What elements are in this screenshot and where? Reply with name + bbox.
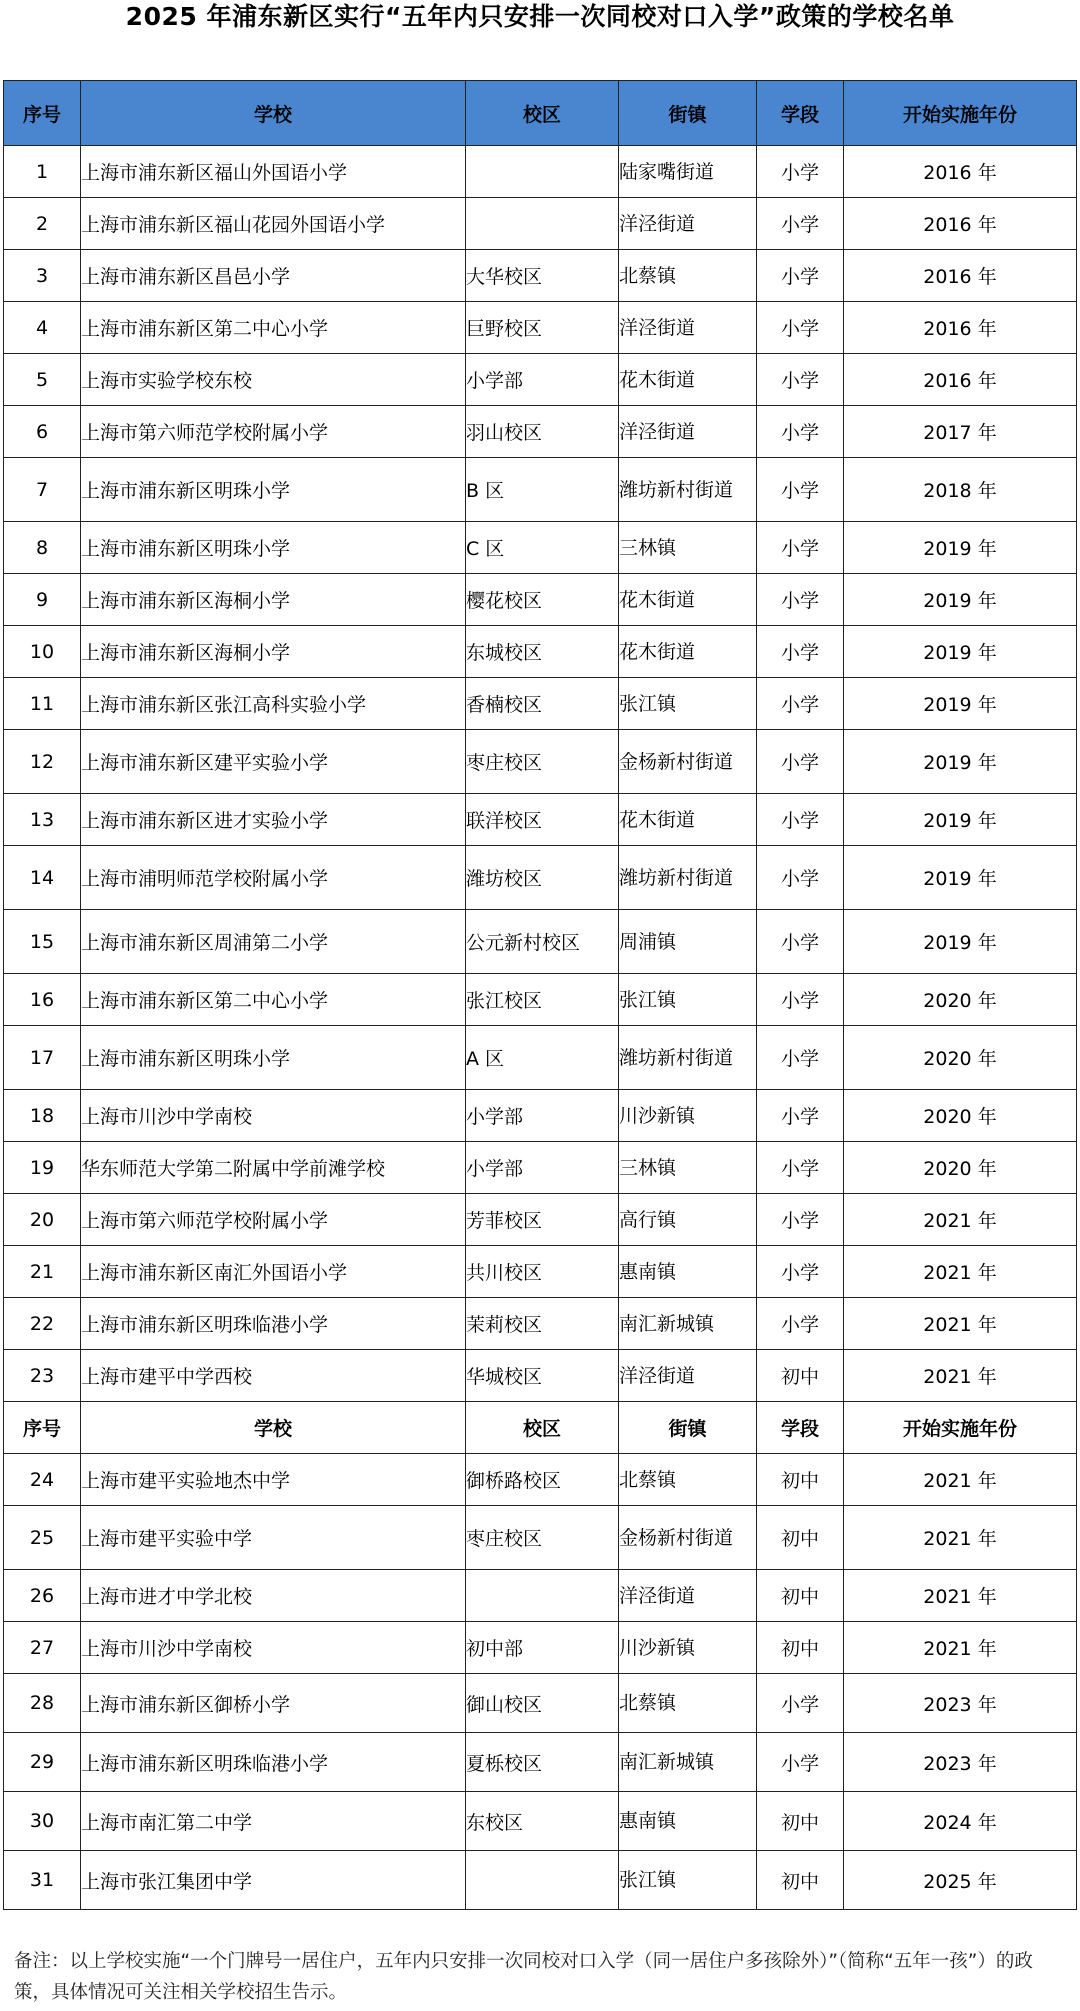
cell-school: 上海市浦东新区周浦第二小学 bbox=[81, 910, 466, 974]
cell-street: 周浦镇 bbox=[619, 910, 757, 974]
cell-seq: 2 bbox=[4, 198, 81, 250]
cell-seq: 1 bbox=[4, 146, 81, 198]
table-row bbox=[4, 1090, 1077, 1142]
cell-year: 2020 年 bbox=[844, 1090, 1077, 1142]
column-header-school: 学校 bbox=[81, 1402, 466, 1454]
cell-campus bbox=[466, 146, 619, 198]
cell-street: 川沙新镇 bbox=[619, 1090, 757, 1142]
cell-level: 小学 bbox=[757, 1194, 844, 1246]
cell-campus: 夏栎校区 bbox=[466, 1733, 619, 1792]
cell-street: 洋泾街道 bbox=[619, 198, 757, 250]
table-row bbox=[4, 1246, 1077, 1298]
table-row bbox=[4, 458, 1077, 522]
table-row bbox=[4, 1026, 1077, 1090]
column-header-seq: 序号 bbox=[4, 1402, 81, 1454]
column-header-year: 开始实施年份 bbox=[844, 1402, 1077, 1454]
table-row bbox=[4, 302, 1077, 354]
cell-level: 初中 bbox=[757, 1350, 844, 1402]
cell-school: 上海市浦东新区明珠小学 bbox=[81, 458, 466, 522]
cell-campus: 大华校区 bbox=[466, 250, 619, 302]
cell-seq: 4 bbox=[4, 302, 81, 354]
cell-school: 上海市浦东新区海桐小学 bbox=[81, 626, 466, 678]
column-header-level: 学段 bbox=[757, 81, 844, 146]
cell-level: 小学 bbox=[757, 302, 844, 354]
cell-level: 小学 bbox=[757, 198, 844, 250]
cell-school: 上海市浦东新区昌邑小学 bbox=[81, 250, 466, 302]
cell-school: 上海市浦东新区张江高科实验小学 bbox=[81, 678, 466, 730]
cell-level: 初中 bbox=[757, 1622, 844, 1674]
cell-level: 初中 bbox=[757, 1506, 844, 1570]
cell-year: 2016 年 bbox=[844, 146, 1077, 198]
cell-campus: 共川校区 bbox=[466, 1246, 619, 1298]
cell-campus: 茉莉校区 bbox=[466, 1298, 619, 1350]
cell-street: 花木街道 bbox=[619, 626, 757, 678]
cell-year: 2020 年 bbox=[844, 974, 1077, 1026]
cell-level: 小学 bbox=[757, 354, 844, 406]
table-row bbox=[4, 910, 1077, 974]
cell-school: 上海市浦东新区明珠临港小学 bbox=[81, 1733, 466, 1792]
cell-campus: 御山校区 bbox=[466, 1674, 619, 1733]
cell-seq: 29 bbox=[4, 1733, 81, 1792]
cell-seq: 23 bbox=[4, 1350, 81, 1402]
table-row bbox=[4, 1194, 1077, 1246]
cell-seq: 7 bbox=[4, 458, 81, 522]
cell-seq: 27 bbox=[4, 1622, 81, 1674]
cell-seq: 10 bbox=[4, 626, 81, 678]
cell-level: 初中 bbox=[757, 1454, 844, 1506]
cell-school: 上海市浦明师范学校附属小学 bbox=[81, 846, 466, 910]
table-row bbox=[4, 1142, 1077, 1194]
table-row bbox=[4, 794, 1077, 846]
cell-street: 花木街道 bbox=[619, 794, 757, 846]
cell-year: 2019 年 bbox=[844, 574, 1077, 626]
cell-level: 小学 bbox=[757, 1090, 844, 1142]
cell-street: 南汇新城镇 bbox=[619, 1733, 757, 1792]
cell-year: 2024 年 bbox=[844, 1792, 1077, 1851]
cell-school: 华东师范大学第二附属中学前滩学校 bbox=[81, 1142, 466, 1194]
cell-school: 上海市浦东新区海桐小学 bbox=[81, 574, 466, 626]
cell-street: 南汇新城镇 bbox=[619, 1298, 757, 1350]
cell-year: 2021 年 bbox=[844, 1570, 1077, 1622]
table-row bbox=[4, 678, 1077, 730]
cell-campus: 羽山校区 bbox=[466, 406, 619, 458]
cell-school: 上海市第六师范学校附属小学 bbox=[81, 1194, 466, 1246]
column-header-level: 学段 bbox=[757, 1402, 844, 1454]
cell-campus bbox=[466, 1851, 619, 1910]
cell-level: 小学 bbox=[757, 730, 844, 794]
cell-seq: 8 bbox=[4, 522, 81, 574]
cell-campus: 初中部 bbox=[466, 1622, 619, 1674]
cell-street: 金杨新村街道 bbox=[619, 1506, 757, 1570]
table-row bbox=[4, 1570, 1077, 1622]
table-row bbox=[4, 1622, 1077, 1674]
cell-level: 小学 bbox=[757, 846, 844, 910]
cell-campus: 张江校区 bbox=[466, 974, 619, 1026]
cell-school: 上海市浦东新区第二中心小学 bbox=[81, 974, 466, 1026]
cell-level: 初中 bbox=[757, 1851, 844, 1910]
column-header-street: 街镇 bbox=[619, 81, 757, 146]
cell-year: 2023 年 bbox=[844, 1733, 1077, 1792]
cell-year: 2020 年 bbox=[844, 1142, 1077, 1194]
cell-school: 上海市建平实验中学 bbox=[81, 1506, 466, 1570]
cell-school: 上海市建平实验地杰中学 bbox=[81, 1454, 466, 1506]
cell-campus: 联洋校区 bbox=[466, 794, 619, 846]
column-header-seq: 序号 bbox=[4, 81, 81, 146]
column-header-year: 开始实施年份 bbox=[844, 81, 1077, 146]
cell-campus: 御桥路校区 bbox=[466, 1454, 619, 1506]
cell-school: 上海市张江集团中学 bbox=[81, 1851, 466, 1910]
table-row bbox=[4, 250, 1077, 302]
page-title: 2025 年浦东新区实行“五年内只安排一次同校对口入学”政策的学校名单 bbox=[125, 2, 955, 31]
cell-school: 上海市南汇第二中学 bbox=[81, 1792, 466, 1851]
cell-seq: 13 bbox=[4, 794, 81, 846]
cell-year: 2021 年 bbox=[844, 1506, 1077, 1570]
cell-year: 2019 年 bbox=[844, 626, 1077, 678]
cell-seq: 5 bbox=[4, 354, 81, 406]
cell-school: 上海市川沙中学南校 bbox=[81, 1622, 466, 1674]
table-row bbox=[4, 198, 1077, 250]
cell-seq: 26 bbox=[4, 1570, 81, 1622]
cell-seq: 18 bbox=[4, 1090, 81, 1142]
cell-year: 2023 年 bbox=[844, 1674, 1077, 1733]
school-list-table bbox=[3, 80, 1077, 1910]
cell-seq: 24 bbox=[4, 1454, 81, 1506]
cell-street: 花木街道 bbox=[619, 354, 757, 406]
cell-campus: 枣庄校区 bbox=[466, 1506, 619, 1570]
cell-year: 2021 年 bbox=[844, 1194, 1077, 1246]
cell-seq: 20 bbox=[4, 1194, 81, 1246]
table-row bbox=[4, 1674, 1077, 1733]
cell-seq: 17 bbox=[4, 1026, 81, 1090]
cell-year: 2019 年 bbox=[844, 910, 1077, 974]
cell-level: 小学 bbox=[757, 1246, 844, 1298]
cell-street: 惠南镇 bbox=[619, 1246, 757, 1298]
cell-school: 上海市进才中学北校 bbox=[81, 1570, 466, 1622]
cell-street: 金杨新村街道 bbox=[619, 730, 757, 794]
table-row bbox=[4, 406, 1077, 458]
column-header-school: 学校 bbox=[81, 81, 466, 146]
cell-campus: C 区 bbox=[466, 522, 619, 574]
cell-school: 上海市建平中学西校 bbox=[81, 1350, 466, 1402]
cell-seq: 28 bbox=[4, 1674, 81, 1733]
cell-street: 张江镇 bbox=[619, 1851, 757, 1910]
cell-year: 2018 年 bbox=[844, 458, 1077, 522]
cell-street: 花木街道 bbox=[619, 574, 757, 626]
cell-year: 2020 年 bbox=[844, 1026, 1077, 1090]
cell-seq: 31 bbox=[4, 1851, 81, 1910]
cell-school: 上海市浦东新区明珠小学 bbox=[81, 1026, 466, 1090]
cell-school: 上海市浦东新区进才实验小学 bbox=[81, 794, 466, 846]
cell-year: 2021 年 bbox=[844, 1246, 1077, 1298]
cell-seq: 3 bbox=[4, 250, 81, 302]
cell-level: 小学 bbox=[757, 250, 844, 302]
cell-seq: 11 bbox=[4, 678, 81, 730]
cell-school: 上海市浦东新区南汇外国语小学 bbox=[81, 1246, 466, 1298]
cell-street: 三林镇 bbox=[619, 522, 757, 574]
cell-campus: 小学部 bbox=[466, 354, 619, 406]
cell-school: 上海市浦东新区明珠临港小学 bbox=[81, 1298, 466, 1350]
cell-year: 2016 年 bbox=[844, 250, 1077, 302]
cell-street: 洋泾街道 bbox=[619, 302, 757, 354]
cell-level: 小学 bbox=[757, 910, 844, 974]
cell-school: 上海市浦东新区御桥小学 bbox=[81, 1674, 466, 1733]
table-row bbox=[4, 1350, 1077, 1402]
cell-level: 小学 bbox=[757, 1733, 844, 1792]
table-row bbox=[4, 146, 1077, 198]
table-row bbox=[4, 1733, 1077, 1792]
cell-street: 张江镇 bbox=[619, 974, 757, 1026]
cell-year: 2021 年 bbox=[844, 1454, 1077, 1506]
cell-year: 2016 年 bbox=[844, 198, 1077, 250]
cell-street: 陆家嘴街道 bbox=[619, 146, 757, 198]
footnote: 备注：以上学校实施“一个门牌号一居住户，五年内只安排一次同校对口入学（同一居住户多孩除外）”（简称“五年一孩”）的政策，具体情况可关注相关学校招生告示。 bbox=[14, 1951, 1033, 2003]
cell-campus: 东校区 bbox=[466, 1792, 619, 1851]
cell-street: 潍坊新村街道 bbox=[619, 846, 757, 910]
cell-school: 上海市浦东新区福山外国语小学 bbox=[81, 146, 466, 198]
cell-street: 洋泾街道 bbox=[619, 1570, 757, 1622]
cell-school: 上海市浦东新区福山花园外国语小学 bbox=[81, 198, 466, 250]
cell-level: 小学 bbox=[757, 406, 844, 458]
cell-year: 2019 年 bbox=[844, 794, 1077, 846]
column-header-campus: 校区 bbox=[466, 1402, 619, 1454]
cell-seq: 9 bbox=[4, 574, 81, 626]
cell-seq: 14 bbox=[4, 846, 81, 910]
cell-campus: 公元新村校区 bbox=[466, 910, 619, 974]
cell-school: 上海市川沙中学南校 bbox=[81, 1090, 466, 1142]
table-row bbox=[4, 1454, 1077, 1506]
table-header-row bbox=[4, 81, 1077, 146]
cell-year: 2019 年 bbox=[844, 846, 1077, 910]
cell-year: 2019 年 bbox=[844, 678, 1077, 730]
cell-year: 2019 年 bbox=[844, 522, 1077, 574]
cell-campus: 小学部 bbox=[466, 1090, 619, 1142]
table-row bbox=[4, 846, 1077, 910]
cell-street: 惠南镇 bbox=[619, 1792, 757, 1851]
cell-campus: 华城校区 bbox=[466, 1350, 619, 1402]
cell-seq: 16 bbox=[4, 974, 81, 1026]
table-row bbox=[4, 1506, 1077, 1570]
cell-campus: A 区 bbox=[466, 1026, 619, 1090]
cell-level: 小学 bbox=[757, 626, 844, 678]
cell-street: 三林镇 bbox=[619, 1142, 757, 1194]
cell-level: 小学 bbox=[757, 1674, 844, 1733]
cell-seq: 30 bbox=[4, 1792, 81, 1851]
cell-level: 初中 bbox=[757, 1570, 844, 1622]
cell-level: 小学 bbox=[757, 678, 844, 730]
cell-campus: 巨野校区 bbox=[466, 302, 619, 354]
cell-level: 小学 bbox=[757, 794, 844, 846]
cell-level: 小学 bbox=[757, 1298, 844, 1350]
cell-street: 潍坊新村街道 bbox=[619, 458, 757, 522]
cell-street: 洋泾街道 bbox=[619, 406, 757, 458]
column-header-street: 街镇 bbox=[619, 1402, 757, 1454]
cell-campus: 枣庄校区 bbox=[466, 730, 619, 794]
cell-street: 北蔡镇 bbox=[619, 250, 757, 302]
cell-campus: 小学部 bbox=[466, 1142, 619, 1194]
table-row bbox=[4, 1298, 1077, 1350]
cell-level: 小学 bbox=[757, 1026, 844, 1090]
cell-year: 2025 年 bbox=[844, 1851, 1077, 1910]
cell-campus: 东城校区 bbox=[466, 626, 619, 678]
cell-year: 2021 年 bbox=[844, 1298, 1077, 1350]
cell-street: 张江镇 bbox=[619, 678, 757, 730]
cell-year: 2021 年 bbox=[844, 1350, 1077, 1402]
cell-level: 小学 bbox=[757, 458, 844, 522]
cell-level: 小学 bbox=[757, 1142, 844, 1194]
table-header-row-repeat bbox=[4, 1402, 1077, 1454]
cell-year: 2019 年 bbox=[844, 730, 1077, 794]
cell-level: 小学 bbox=[757, 146, 844, 198]
cell-seq: 22 bbox=[4, 1298, 81, 1350]
table-row bbox=[4, 974, 1077, 1026]
cell-school: 上海市浦东新区建平实验小学 bbox=[81, 730, 466, 794]
cell-seq: 6 bbox=[4, 406, 81, 458]
cell-street: 川沙新镇 bbox=[619, 1622, 757, 1674]
cell-level: 小学 bbox=[757, 574, 844, 626]
cell-campus: 樱花校区 bbox=[466, 574, 619, 626]
cell-school: 上海市第六师范学校附属小学 bbox=[81, 406, 466, 458]
table-row bbox=[4, 522, 1077, 574]
cell-campus bbox=[466, 198, 619, 250]
table-row bbox=[4, 730, 1077, 794]
table-row bbox=[4, 574, 1077, 626]
table-row bbox=[4, 626, 1077, 678]
cell-year: 2016 年 bbox=[844, 302, 1077, 354]
cell-school: 上海市浦东新区第二中心小学 bbox=[81, 302, 466, 354]
cell-street: 北蔡镇 bbox=[619, 1454, 757, 1506]
cell-seq: 21 bbox=[4, 1246, 81, 1298]
cell-seq: 19 bbox=[4, 1142, 81, 1194]
cell-street: 北蔡镇 bbox=[619, 1674, 757, 1733]
cell-seq: 25 bbox=[4, 1506, 81, 1570]
cell-seq: 12 bbox=[4, 730, 81, 794]
cell-campus: B 区 bbox=[466, 458, 619, 522]
cell-campus bbox=[466, 1570, 619, 1622]
cell-level: 小学 bbox=[757, 522, 844, 574]
table-row bbox=[4, 1851, 1077, 1910]
cell-year: 2017 年 bbox=[844, 406, 1077, 458]
cell-school: 上海市浦东新区明珠小学 bbox=[81, 522, 466, 574]
cell-year: 2016 年 bbox=[844, 354, 1077, 406]
table-row bbox=[4, 354, 1077, 406]
cell-school: 上海市实验学校东校 bbox=[81, 354, 466, 406]
cell-campus: 芳菲校区 bbox=[466, 1194, 619, 1246]
cell-seq: 15 bbox=[4, 910, 81, 974]
cell-campus: 香楠校区 bbox=[466, 678, 619, 730]
cell-campus: 潍坊校区 bbox=[466, 846, 619, 910]
cell-year: 2021 年 bbox=[844, 1622, 1077, 1674]
cell-level: 初中 bbox=[757, 1792, 844, 1851]
table-row bbox=[4, 1792, 1077, 1851]
cell-street: 洋泾街道 bbox=[619, 1350, 757, 1402]
cell-street: 潍坊新村街道 bbox=[619, 1026, 757, 1090]
cell-level: 小学 bbox=[757, 974, 844, 1026]
column-header-campus: 校区 bbox=[466, 81, 619, 146]
cell-street: 高行镇 bbox=[619, 1194, 757, 1246]
